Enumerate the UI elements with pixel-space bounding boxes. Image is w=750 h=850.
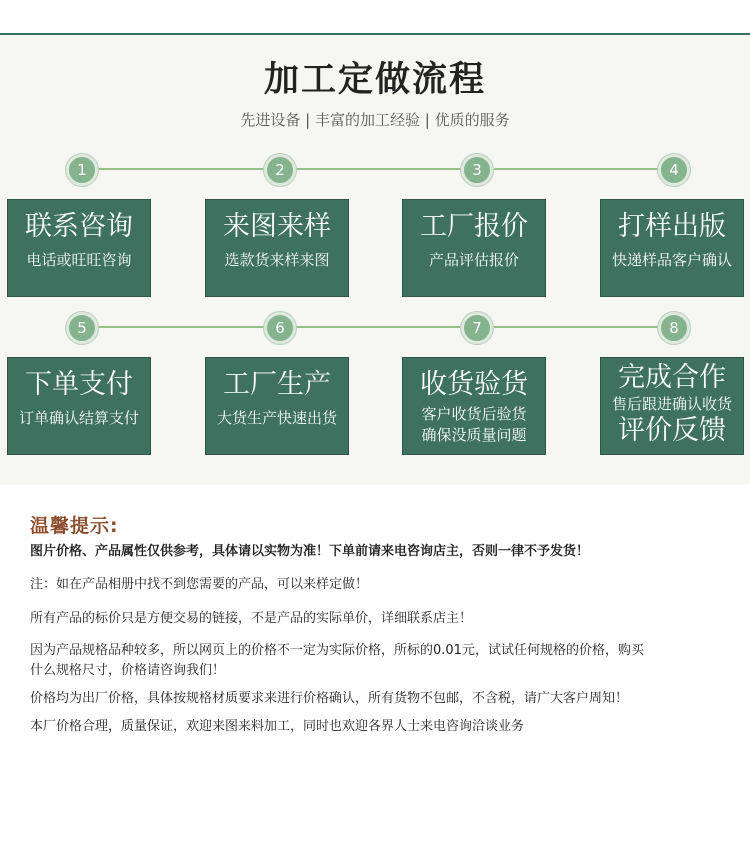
step-desc: 选款货来样来图 <box>224 251 330 269</box>
tip-line: 注：如在产品相册中找不到您需要的产品，可以来样定做！ <box>30 577 369 592</box>
step-card-quote <box>402 199 546 297</box>
step-title: 工厂生产 <box>223 369 331 400</box>
page-subtitle: 先进设备 | 丰富的加工经验 | 优质的服务 <box>240 111 510 129</box>
step-card-inspection <box>402 357 546 455</box>
step-number: 1 <box>66 154 98 186</box>
connector-line <box>494 168 662 170</box>
step-card-production <box>205 357 349 455</box>
connector-line <box>296 326 464 328</box>
tips-title: 温馨提示: <box>30 515 119 537</box>
tip-line: 所有产品的标价只是方便交易的链接，不是产品的实际单价，详细联系店主！ <box>30 611 473 626</box>
step-desc: 大货生产快速出货 <box>216 409 337 427</box>
step-number: 7 <box>461 312 493 344</box>
tip-line: 价格均为出厂价格，具体按规格材质要求来进行价格确认，所有货物不包邮，不含税，请广大客户周知！ <box>30 691 629 706</box>
step-number: 3 <box>461 154 493 186</box>
step-card-payment <box>7 357 151 455</box>
step-desc: 快递样品客户确认 <box>611 251 732 269</box>
step-desc: 客户收货后验货 <box>421 405 527 423</box>
tip-line: 本厂价格合理，质量保证，欢迎来图来料加工，同时也欢迎各界人士来电咨询洽谈业务 <box>30 719 525 734</box>
step-title: 收货验货 <box>420 369 528 400</box>
step-title-secondary: 评价反馈 <box>618 415 726 446</box>
step-number: 2 <box>264 154 296 186</box>
step-desc: 订单确认结算支付 <box>18 409 139 427</box>
step-number: 6 <box>264 312 296 344</box>
tip-line: 什么规格尺寸，价格请咨询我们！ <box>30 663 226 678</box>
step-title: 打样出版 <box>618 211 726 242</box>
step-title: 工厂报价 <box>420 211 528 242</box>
step-desc: 电话或旺旺咨询 <box>26 251 132 269</box>
step-number: 8 <box>658 312 690 344</box>
step-card-complete <box>600 357 744 455</box>
tip-line: 因为产品规格品种较多，所以网页上的价格不一定为实际价格，所标的0.01元，试试任何规格的价格，购买 <box>30 643 644 658</box>
connector-line <box>98 168 266 170</box>
step-desc: 产品评估报价 <box>428 251 519 269</box>
step-desc: 售后跟进确认收货 <box>611 395 732 413</box>
step-title: 联系咨询 <box>25 211 133 242</box>
step-card-proof <box>600 199 744 297</box>
step-title: 完成合作 <box>618 362 726 393</box>
step-card-sample <box>205 199 349 297</box>
step-number: 4 <box>658 154 690 186</box>
step-card-contact <box>7 199 151 297</box>
step-title: 下单支付 <box>25 369 133 400</box>
step-number: 5 <box>66 312 98 344</box>
step-desc: 确保没质量问题 <box>421 426 527 444</box>
step-title: 来图来样 <box>223 211 331 242</box>
connector-line <box>296 168 464 170</box>
connector-line <box>494 326 662 328</box>
connector-line <box>98 326 266 328</box>
tip-line: 图片价格、产品属性仅供参考，具体请以实物为准！下单前请来电咨询店主，否则一律不予发货！ <box>30 544 590 559</box>
page-title: 加工定做流程 <box>263 60 486 100</box>
